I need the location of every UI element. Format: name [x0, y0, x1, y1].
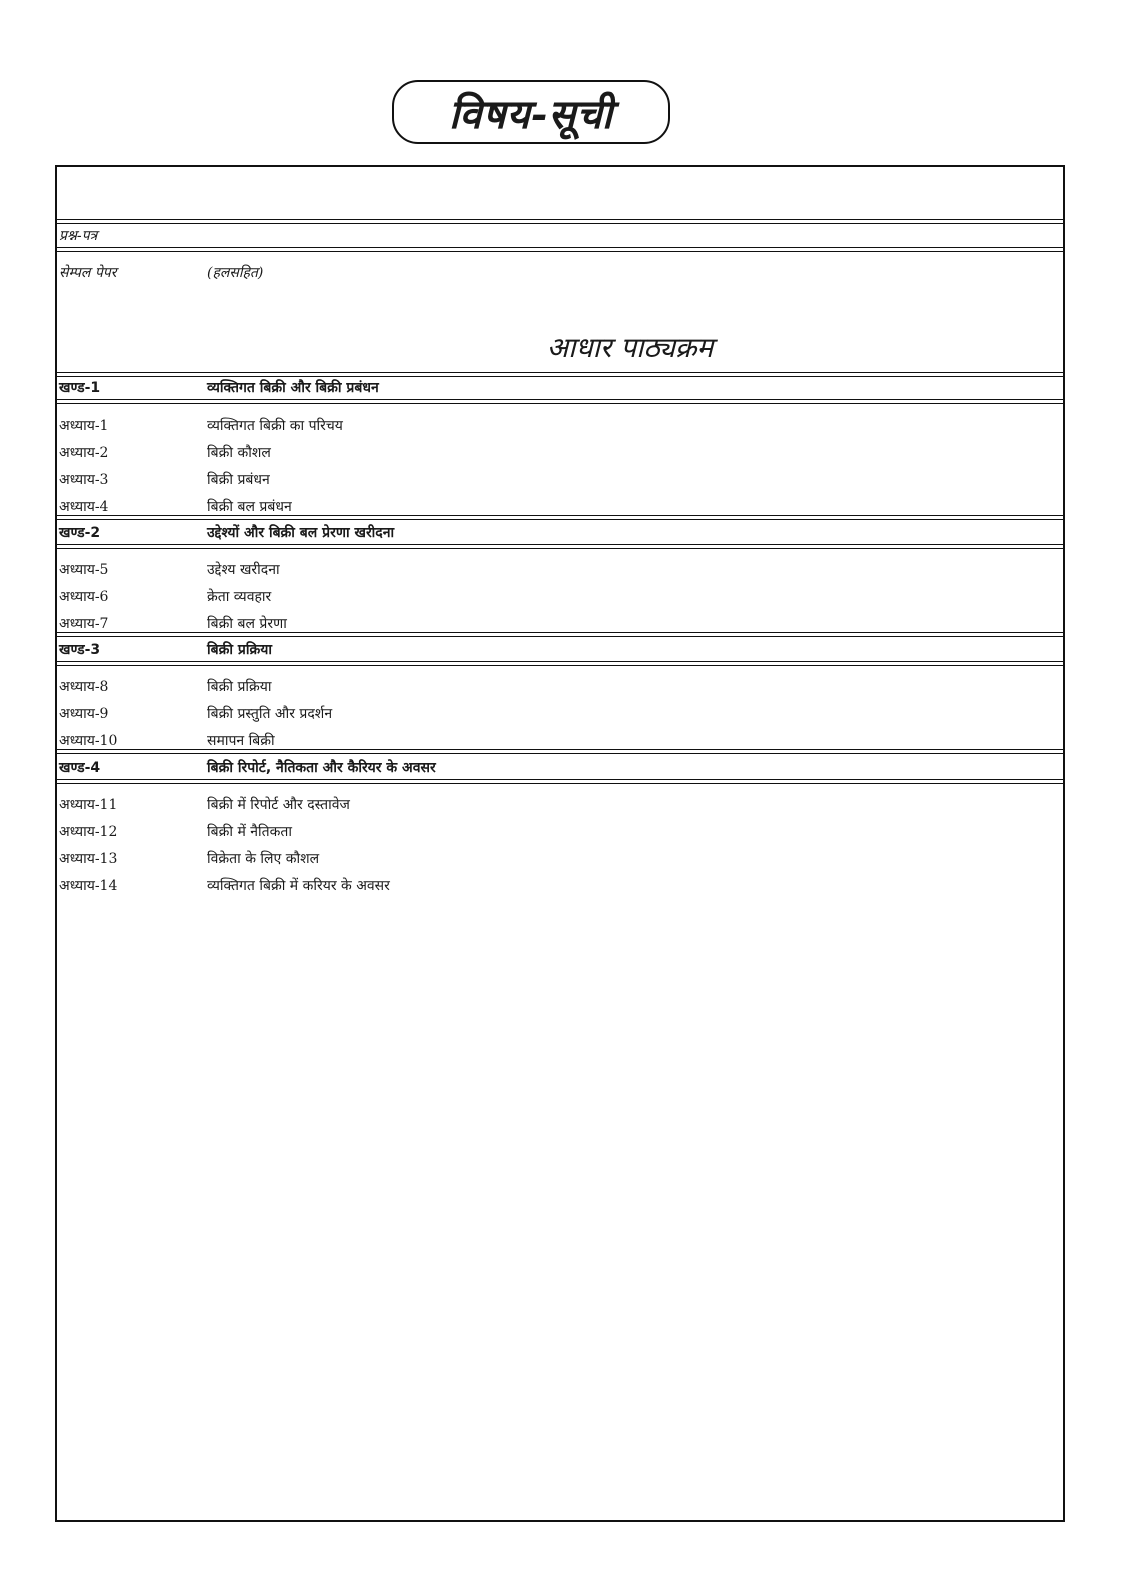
divider	[57, 372, 1063, 377]
chapter-title: व्यक्तिगत बिक्री का परिचय	[207, 418, 343, 434]
chapter-title: उद्देश्य खरीदना	[207, 562, 280, 578]
section-label: खण्ड-2	[59, 525, 101, 541]
chapter-number: अध्याय-5	[59, 562, 109, 578]
divider	[57, 219, 1063, 224]
chapter-number: अध्याय-10	[59, 733, 118, 749]
divider	[57, 399, 1063, 404]
section-title: उद्देश्यों और बिक्री बल प्रेरणा खरीदना	[207, 525, 395, 541]
divider	[57, 515, 1063, 520]
section-label: खण्ड-4	[59, 760, 101, 776]
chapter-number: अध्याय-13	[59, 851, 118, 867]
chapter-title: बिक्री कौशल	[207, 445, 271, 461]
chapter-number: अध्याय-14	[59, 878, 118, 894]
page-title: विषय-सूची	[448, 90, 614, 138]
section-label: खण्ड-1	[59, 380, 101, 396]
title-box	[392, 80, 670, 144]
chapter-title: बिक्री बल प्रबंधन	[207, 499, 292, 515]
sample-paper-note: (हलसहित)	[207, 265, 264, 281]
divider	[57, 661, 1063, 666]
section-title: बिक्री प्रक्रिया	[207, 642, 272, 658]
course-title: आधार पाठ्यक्रम	[546, 331, 714, 364]
sample-paper-label: सेम्पल पेपर	[59, 265, 117, 281]
chapter-title: बिक्री प्रक्रिया	[207, 679, 272, 695]
section-label: खण्ड-3	[59, 642, 101, 658]
chapter-title: क्रेता व्यवहार	[207, 589, 272, 605]
chapter-title: समापन बिक्री	[207, 733, 275, 749]
section-title: व्यक्तिगत बिक्री और बिक्री प्रबंधन	[207, 380, 379, 396]
chapter-title: बिक्री में नैतिकता	[207, 824, 293, 840]
chapter-number: अध्याय-4	[59, 499, 109, 515]
chapter-title: व्यक्तिगत बिक्री में करियर के अवसर	[207, 878, 390, 894]
divider	[57, 544, 1063, 549]
chapter-title: विक्रेता के लिए कौशल	[207, 851, 320, 867]
divider	[57, 632, 1063, 637]
divider	[57, 749, 1063, 754]
chapter-number: अध्याय-12	[59, 824, 118, 840]
chapter-number: अध्याय-7	[59, 616, 109, 632]
chapter-number: अध्याय-11	[59, 797, 118, 813]
chapter-number: अध्याय-3	[59, 472, 109, 488]
chapter-number: अध्याय-8	[59, 679, 109, 695]
chapter-title: बिक्री प्रबंधन	[207, 472, 270, 488]
question-paper-heading: प्रश्न-पत्र	[59, 228, 98, 244]
chapter-title: बिक्री में रिपोर्ट और दस्तावेज	[207, 797, 350, 813]
contents-frame	[55, 165, 1065, 1522]
chapter-title: बिक्री प्रस्तुति और प्रदर्शन	[207, 706, 333, 722]
divider	[57, 247, 1063, 252]
chapter-number: अध्याय-1	[59, 418, 109, 434]
chapter-title: बिक्री बल प्रेरणा	[207, 616, 287, 632]
chapter-number: अध्याय-2	[59, 445, 109, 461]
divider	[57, 779, 1063, 784]
section-title: बिक्री रिपोर्ट, नैतिकता और कैरियर के अवसर	[207, 760, 436, 776]
chapter-number: अध्याय-9	[59, 706, 109, 722]
chapter-number: अध्याय-6	[59, 589, 109, 605]
